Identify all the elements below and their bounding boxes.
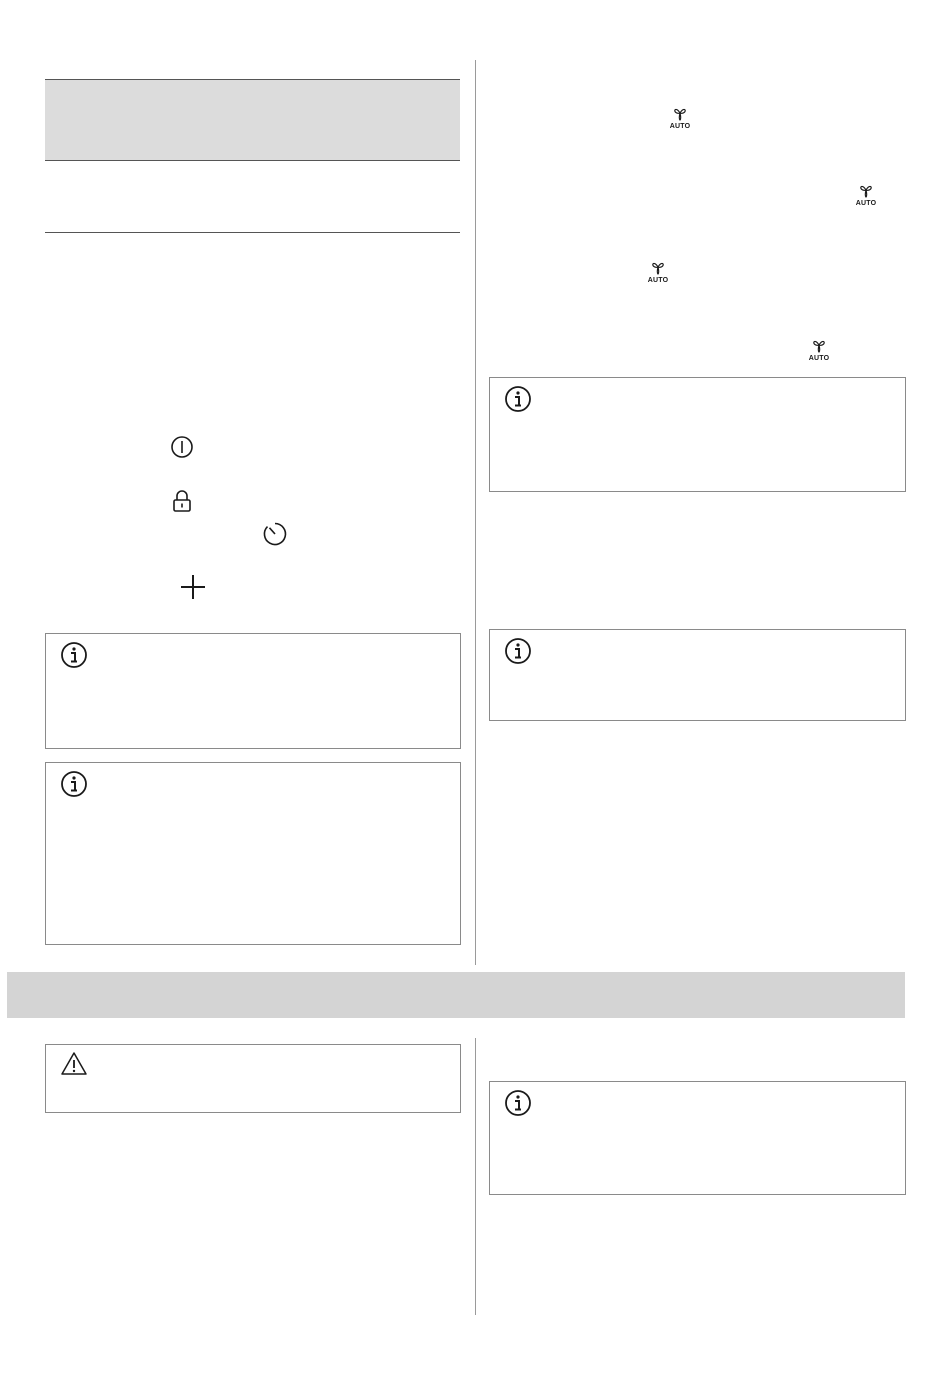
info-icon — [60, 770, 88, 798]
info-icon — [504, 637, 532, 665]
fan-auto-icon — [646, 259, 670, 287]
info-note-box — [489, 629, 906, 721]
info-icon — [60, 641, 88, 669]
info-note-box — [489, 377, 906, 492]
warning-note-box — [45, 1044, 461, 1113]
plus-icon — [179, 573, 207, 606]
fan-auto-icon — [854, 182, 878, 210]
info-icon — [504, 1089, 532, 1117]
fan-auto-icon — [668, 105, 692, 133]
warning-icon — [60, 1050, 88, 1078]
info-note-box — [45, 633, 461, 749]
fan-auto-label: AUTO — [669, 123, 691, 130]
fan-auto-icon — [807, 337, 831, 365]
fan-auto-label: AUTO — [647, 277, 669, 284]
column-divider-top — [475, 60, 476, 965]
fan-auto-label: AUTO — [855, 200, 877, 207]
fan-auto-label: AUTO — [808, 355, 830, 362]
table-row-rule — [45, 232, 460, 233]
lock-icon — [172, 489, 192, 518]
info-note-box — [45, 762, 461, 945]
table-header-shaded — [45, 79, 460, 161]
section-heading-bar — [7, 972, 905, 1018]
timer-icon — [262, 521, 288, 552]
column-divider-bottom — [475, 1038, 476, 1315]
info-note-box — [489, 1081, 906, 1195]
power-icon — [170, 435, 194, 464]
info-icon — [504, 385, 532, 413]
